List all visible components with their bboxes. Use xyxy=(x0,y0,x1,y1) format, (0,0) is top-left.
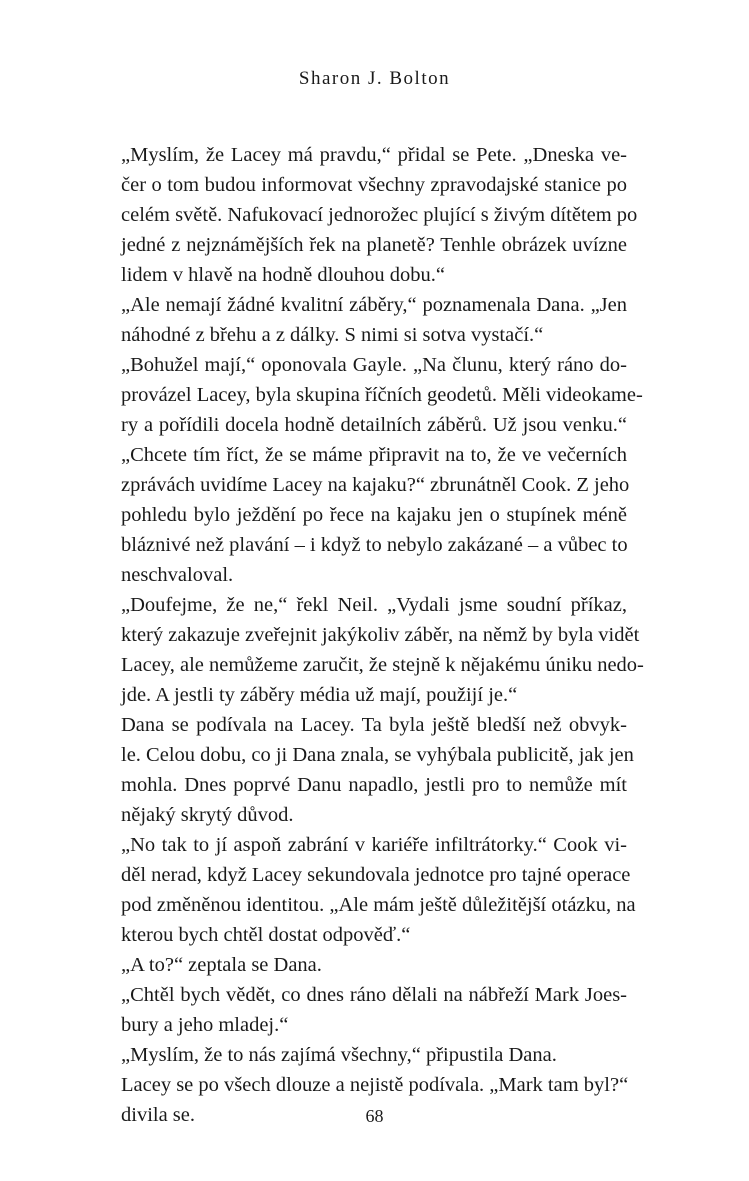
text-line: lidem v hlavě na hodně dlouhou dobu.“ xyxy=(121,264,445,286)
text-line: „Bohužel mají,“ oponovala Gayle. „Na člunu, který ráno do- xyxy=(121,354,627,376)
text-line: „No tak to jí aspoň zabrání v kariéře infiltrátorky.“ Cook vi- xyxy=(121,834,627,856)
text-line: „Doufejme, že ne,“ řekl Neil. „Vydali jsme soudní příkaz, xyxy=(121,594,627,616)
text-line: Lacey, ale nemůžeme zaručit, že stejně k nějakému úniku nedo- xyxy=(121,654,644,676)
text-line: „Myslím, že to nás zajímá všechny,“ připustila Dana. xyxy=(121,1044,557,1066)
text-line: Dana se podívala na Lacey. Ta byla ještě bledší než obvyk- xyxy=(121,714,627,736)
text-line: ry a pořídili docela hodně detailních záběrů. Už jsou venku.“ xyxy=(121,414,627,436)
text-line: jedné z nejznámějších řek na planetě? Tenhle obrázek uvízne xyxy=(121,234,627,256)
text-line: celém světě. Nafukovací jednorožec plující s živým dítětem po xyxy=(121,204,638,226)
page-number: 68 xyxy=(365,1106,384,1126)
text-line: „Myslím, že Lacey má pravdu,“ přidal se Pete. „Dneska ve- xyxy=(121,144,627,166)
text-line: kterou bych chtěl dostat odpověď.“ xyxy=(121,924,411,946)
text-line: bláznivé než plavání – i když to nebylo zakázané – a vůbec to xyxy=(121,534,628,556)
text-line: jde. A jestli ty záběry média už mají, použijí je.“ xyxy=(121,684,518,706)
text-line: který zakazuje zveřejnit jakýkoliv záběr, na němž by byla vidět xyxy=(121,624,640,646)
text-line: čer o tom budou informovat všechny zpravodajské stanice po xyxy=(121,174,627,196)
text-line: provázel Lacey, byla skupina říčních geodetů. Měli videokame- xyxy=(121,384,643,406)
text-line: „A to?“ zeptala se Dana. xyxy=(121,954,322,976)
text-line: náhodné z břehu a z dálky. S nimi si sotva vystačí.“ xyxy=(121,324,544,346)
text-line: bury a jeho mladej.“ xyxy=(121,1014,289,1036)
text-line: pohledu bylo ježdění po řece na kajaku jen o stupínek méně xyxy=(121,504,627,526)
text-line: Lacey se po všech dlouze a nejistě podívala. „Mark tam byl?“ xyxy=(121,1074,629,1096)
text-line: mohla. Dnes poprvé Danu napadlo, jestli pro to nemůže mít xyxy=(121,774,627,796)
text-line: zprávách uvidíme Lacey na kajaku?“ zbrunátněl Cook. Z jeho xyxy=(121,474,630,496)
text-line: „Chcete tím říct, že se máme připravit na to, že ve večerních xyxy=(121,444,627,466)
running-head-author: Sharon J. Bolton xyxy=(298,68,451,89)
text-line: děl nerad, když Lacey sekundovala jednotce pro tajné operace xyxy=(121,864,631,886)
text-line: „Chtěl bych vědět, co dnes ráno dělali na nábřeží Mark Joes- xyxy=(121,984,627,1006)
body-text xyxy=(121,140,644,1130)
text-line: nějaký skrytý důvod. xyxy=(121,804,294,826)
text-line: neschvaloval. xyxy=(121,564,234,586)
text-line: pod změněnou identitou. „Ale mám ještě důležitější otázku, na xyxy=(121,894,636,916)
text-line: divila se. xyxy=(121,1104,196,1126)
text-line: „Ale nemají žádné kvalitní záběry,“ poznamenala Dana. „Jen xyxy=(121,294,627,316)
text-line: le. Celou dobu, co ji Dana znala, se vyhýbala publicitě, jak jen xyxy=(121,744,634,766)
